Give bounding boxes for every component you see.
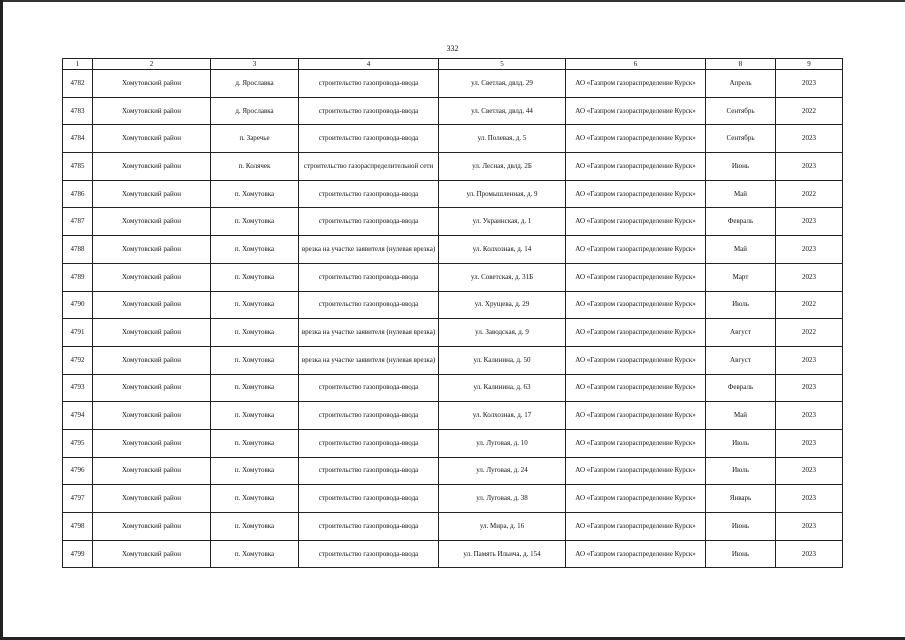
district-cell: Хомутовский район bbox=[93, 319, 211, 347]
organization-cell: АО «Газпром газораспределение Курск» bbox=[566, 97, 706, 125]
work-type-cell: строительство газопровода-ввода bbox=[299, 263, 439, 291]
month-cell: Февраль bbox=[706, 208, 776, 236]
settlement-cell: д. Ярославка bbox=[211, 70, 299, 98]
district-cell: Хомутовский район bbox=[93, 457, 211, 485]
organization-cell: АО «Газпром газораспределение Курск» bbox=[566, 402, 706, 430]
year-cell: 2023 bbox=[776, 429, 843, 457]
header-row bbox=[63, 59, 843, 70]
address-cell: ул. Луговая, д. 38 bbox=[439, 485, 566, 513]
month-cell: Июнь bbox=[706, 513, 776, 541]
row-number-cell: 4796 bbox=[63, 457, 93, 485]
address-cell: ул. Колхозная, д. 17 bbox=[439, 402, 566, 430]
address-cell: ул. Промышленная, д. 9 bbox=[439, 180, 566, 208]
table-row bbox=[63, 70, 843, 98]
page-number: 332 bbox=[446, 44, 459, 53]
year-cell: 2022 bbox=[776, 291, 843, 319]
column-header: 2 bbox=[93, 59, 211, 70]
year-cell: 2023 bbox=[776, 208, 843, 236]
column-header: 4 bbox=[299, 59, 439, 70]
year-cell: 2022 bbox=[776, 97, 843, 125]
year-cell: 2023 bbox=[776, 540, 843, 568]
settlement-cell: п. Хомутовка bbox=[211, 319, 299, 347]
organization-cell: АО «Газпром газораспределение Курск» bbox=[566, 457, 706, 485]
year-cell: 2022 bbox=[776, 180, 843, 208]
table-row bbox=[63, 153, 843, 181]
settlement-cell: п. Хомутовка bbox=[211, 513, 299, 541]
work-type-cell: строительство газопровода-ввода bbox=[299, 513, 439, 541]
gas-connection-table bbox=[62, 58, 843, 568]
work-type-cell: строительство газопровода-ввода bbox=[299, 180, 439, 208]
work-type-cell: строительство газораспределительной сети bbox=[299, 153, 439, 181]
work-type-cell: строительство газопровода-ввода bbox=[299, 457, 439, 485]
work-type-cell: врезка на участке заявителя (нулевая врезка) bbox=[299, 236, 439, 264]
row-number-cell: 4787 bbox=[63, 208, 93, 236]
district-cell: Хомутовский район bbox=[93, 346, 211, 374]
district-cell: Хомутовский район bbox=[93, 402, 211, 430]
row-number-cell: 4790 bbox=[63, 291, 93, 319]
organization-cell: АО «Газпром газораспределение Курск» bbox=[566, 263, 706, 291]
row-number-cell: 4785 bbox=[63, 153, 93, 181]
settlement-cell: п. Хомутовка bbox=[211, 346, 299, 374]
month-cell: Июнь bbox=[706, 153, 776, 181]
table-row bbox=[63, 540, 843, 568]
year-cell: 2023 bbox=[776, 236, 843, 264]
column-header: 8 bbox=[706, 59, 776, 70]
row-number-cell: 4799 bbox=[63, 540, 93, 568]
month-cell: Февраль bbox=[706, 374, 776, 402]
district-cell: Хомутовский район bbox=[93, 125, 211, 153]
table-row bbox=[63, 513, 843, 541]
district-cell: Хомутовский район bbox=[93, 374, 211, 402]
year-cell: 2023 bbox=[776, 513, 843, 541]
address-cell: ул. Украинская, д. 1 bbox=[439, 208, 566, 236]
work-type-cell: строительство газопровода-ввода bbox=[299, 125, 439, 153]
settlement-cell: п. Хомутовка bbox=[211, 374, 299, 402]
row-number-cell: 4798 bbox=[63, 513, 93, 541]
settlement-cell: д. Ярославка bbox=[211, 97, 299, 125]
district-cell: Хомутовский район bbox=[93, 97, 211, 125]
organization-cell: АО «Газпром газораспределение Курск» bbox=[566, 291, 706, 319]
row-number-cell: 4797 bbox=[63, 485, 93, 513]
year-cell: 2022 bbox=[776, 319, 843, 347]
month-cell: Май bbox=[706, 236, 776, 264]
address-cell: ул. Мира, д. 16 bbox=[439, 513, 566, 541]
year-cell: 2023 bbox=[776, 70, 843, 98]
work-type-cell: строительство газопровода-ввода bbox=[299, 70, 439, 98]
work-type-cell: строительство газопровода-ввода bbox=[299, 540, 439, 568]
row-number-cell: 4788 bbox=[63, 236, 93, 264]
district-cell: Хомутовский район bbox=[93, 70, 211, 98]
settlement-cell: п. Хомутовка bbox=[211, 291, 299, 319]
organization-cell: АО «Газпром газораспределение Курск» bbox=[566, 374, 706, 402]
year-cell: 2023 bbox=[776, 125, 843, 153]
address-cell: ул. Колхозная, д. 14 bbox=[439, 236, 566, 264]
work-type-cell: врезка на участке заявителя (нулевая врезка) bbox=[299, 346, 439, 374]
district-cell: Хомутовский район bbox=[93, 263, 211, 291]
settlement-cell: п. Хомутовка bbox=[211, 429, 299, 457]
address-cell: ул. Луговая, д. 10 bbox=[439, 429, 566, 457]
table-row bbox=[63, 97, 843, 125]
district-cell: Хомутовский район bbox=[93, 513, 211, 541]
month-cell: Сентябрь bbox=[706, 125, 776, 153]
organization-cell: АО «Газпром газораспределение Курск» bbox=[566, 180, 706, 208]
month-cell: Март bbox=[706, 263, 776, 291]
column-header: 9 bbox=[776, 59, 843, 70]
settlement-cell: п. Хомутовка bbox=[211, 236, 299, 264]
organization-cell: АО «Газпром газораспределение Курск» bbox=[566, 513, 706, 541]
table-row bbox=[63, 291, 843, 319]
organization-cell: АО «Газпром газораспределение Курск» bbox=[566, 540, 706, 568]
year-cell: 2023 bbox=[776, 402, 843, 430]
organization-cell: АО «Газпром газораспределение Курск» bbox=[566, 485, 706, 513]
district-cell: Хомутовский район bbox=[93, 153, 211, 181]
table-row bbox=[63, 236, 843, 264]
year-cell: 2023 bbox=[776, 374, 843, 402]
settlement-cell: п. Хомутовка bbox=[211, 485, 299, 513]
year-cell: 2023 bbox=[776, 153, 843, 181]
month-cell: Август bbox=[706, 319, 776, 347]
address-cell: ул. Советская, д. 31Б bbox=[439, 263, 566, 291]
work-type-cell: строительство газопровода-ввода bbox=[299, 97, 439, 125]
address-cell: ул. Полевая, д. 5 bbox=[439, 125, 566, 153]
table-row bbox=[63, 346, 843, 374]
year-cell: 2023 bbox=[776, 485, 843, 513]
organization-cell: АО «Газпром газораспределение Курск» bbox=[566, 153, 706, 181]
row-number-cell: 4794 bbox=[63, 402, 93, 430]
table-row bbox=[63, 180, 843, 208]
work-type-cell: строительство газопровода-ввода bbox=[299, 208, 439, 236]
district-cell: Хомутовский район bbox=[93, 291, 211, 319]
table-row bbox=[63, 374, 843, 402]
month-cell: Июль bbox=[706, 429, 776, 457]
month-cell: Август bbox=[706, 346, 776, 374]
work-type-cell: строительство газопровода-ввода bbox=[299, 485, 439, 513]
year-cell: 2023 bbox=[776, 457, 843, 485]
organization-cell: АО «Газпром газораспределение Курск» bbox=[566, 236, 706, 264]
row-number-cell: 4792 bbox=[63, 346, 93, 374]
table-row bbox=[63, 485, 843, 513]
row-number-cell: 4791 bbox=[63, 319, 93, 347]
work-type-cell: врезка на участке заявителя (нулевая врезка) bbox=[299, 319, 439, 347]
month-cell: Май bbox=[706, 180, 776, 208]
year-cell: 2023 bbox=[776, 263, 843, 291]
settlement-cell: п. Хомутовка bbox=[211, 208, 299, 236]
table-row bbox=[63, 429, 843, 457]
month-cell: Июнь bbox=[706, 540, 776, 568]
month-cell: Май bbox=[706, 402, 776, 430]
address-cell: ул. Светлая, двлд. 29 bbox=[439, 70, 566, 98]
organization-cell: АО «Газпром газораспределение Курск» bbox=[566, 125, 706, 153]
settlement-cell: п. Хомутовка bbox=[211, 180, 299, 208]
organization-cell: АО «Газпром газораспределение Курск» bbox=[566, 208, 706, 236]
row-number-cell: 4795 bbox=[63, 429, 93, 457]
month-cell: Июль bbox=[706, 457, 776, 485]
table-row bbox=[63, 402, 843, 430]
district-cell: Хомутовский район bbox=[93, 180, 211, 208]
organization-cell: АО «Газпром газораспределение Курск» bbox=[566, 319, 706, 347]
organization-cell: АО «Газпром газораспределение Курск» bbox=[566, 70, 706, 98]
row-number-cell: 4789 bbox=[63, 263, 93, 291]
district-cell: Хомутовский район bbox=[93, 208, 211, 236]
organization-cell: АО «Газпром газораспределение Курск» bbox=[566, 346, 706, 374]
month-cell: Январь bbox=[706, 485, 776, 513]
address-cell: ул. Луговая, д. 24 bbox=[439, 457, 566, 485]
scan-edge-left bbox=[0, 0, 3, 640]
table-row bbox=[63, 263, 843, 291]
table-row bbox=[63, 125, 843, 153]
column-header: 5 bbox=[439, 59, 566, 70]
month-cell: Сентябрь bbox=[706, 97, 776, 125]
scan-edge-top bbox=[0, 0, 905, 2]
district-cell: Хомутовский район bbox=[93, 485, 211, 513]
address-cell: ул. Хрущева, д. 29 bbox=[439, 291, 566, 319]
column-header: 6 bbox=[566, 59, 706, 70]
address-cell: ул. Заводская, д. 9 bbox=[439, 319, 566, 347]
row-number-cell: 4786 bbox=[63, 180, 93, 208]
settlement-cell: п. Хомутовка bbox=[211, 263, 299, 291]
row-number-cell: 4793 bbox=[63, 374, 93, 402]
settlement-cell: п. Заречье bbox=[211, 125, 299, 153]
row-number-cell: 4784 bbox=[63, 125, 93, 153]
work-type-cell: строительство газопровода-ввода bbox=[299, 291, 439, 319]
work-type-cell: строительство газопровода-ввода bbox=[299, 374, 439, 402]
table-row bbox=[63, 319, 843, 347]
row-number-cell: 4782 bbox=[63, 70, 93, 98]
month-cell: Апрель bbox=[706, 70, 776, 98]
table-row bbox=[63, 208, 843, 236]
organization-cell: АО «Газпром газораспределение Курск» bbox=[566, 429, 706, 457]
address-cell: ул. Калинина, д. 63 bbox=[439, 374, 566, 402]
address-cell: ул. Светлая, двлд. 44 bbox=[439, 97, 566, 125]
column-header: 1 bbox=[63, 59, 93, 70]
settlement-cell: п. Колячек bbox=[211, 153, 299, 181]
work-type-cell: строительство газопровода-ввода bbox=[299, 402, 439, 430]
address-cell: ул. Калинина, д. 50 bbox=[439, 346, 566, 374]
row-number-cell: 4783 bbox=[63, 97, 93, 125]
address-cell: ул. Лесная, двлд. 2Б bbox=[439, 153, 566, 181]
settlement-cell: п. Хомутовка bbox=[211, 402, 299, 430]
settlement-cell: п. Хомутовка bbox=[211, 540, 299, 568]
settlement-cell: п. Хомутовка bbox=[211, 457, 299, 485]
work-type-cell: строительство газопровода-ввода bbox=[299, 429, 439, 457]
district-cell: Хомутовский район bbox=[93, 236, 211, 264]
address-cell: ул. Память Ильича, д. 154 bbox=[439, 540, 566, 568]
district-cell: Хомутовский район bbox=[93, 429, 211, 457]
year-cell: 2023 bbox=[776, 346, 843, 374]
column-header: 3 bbox=[211, 59, 299, 70]
month-cell: Июль bbox=[706, 291, 776, 319]
table-row bbox=[63, 457, 843, 485]
district-cell: Хомутовский район bbox=[93, 540, 211, 568]
